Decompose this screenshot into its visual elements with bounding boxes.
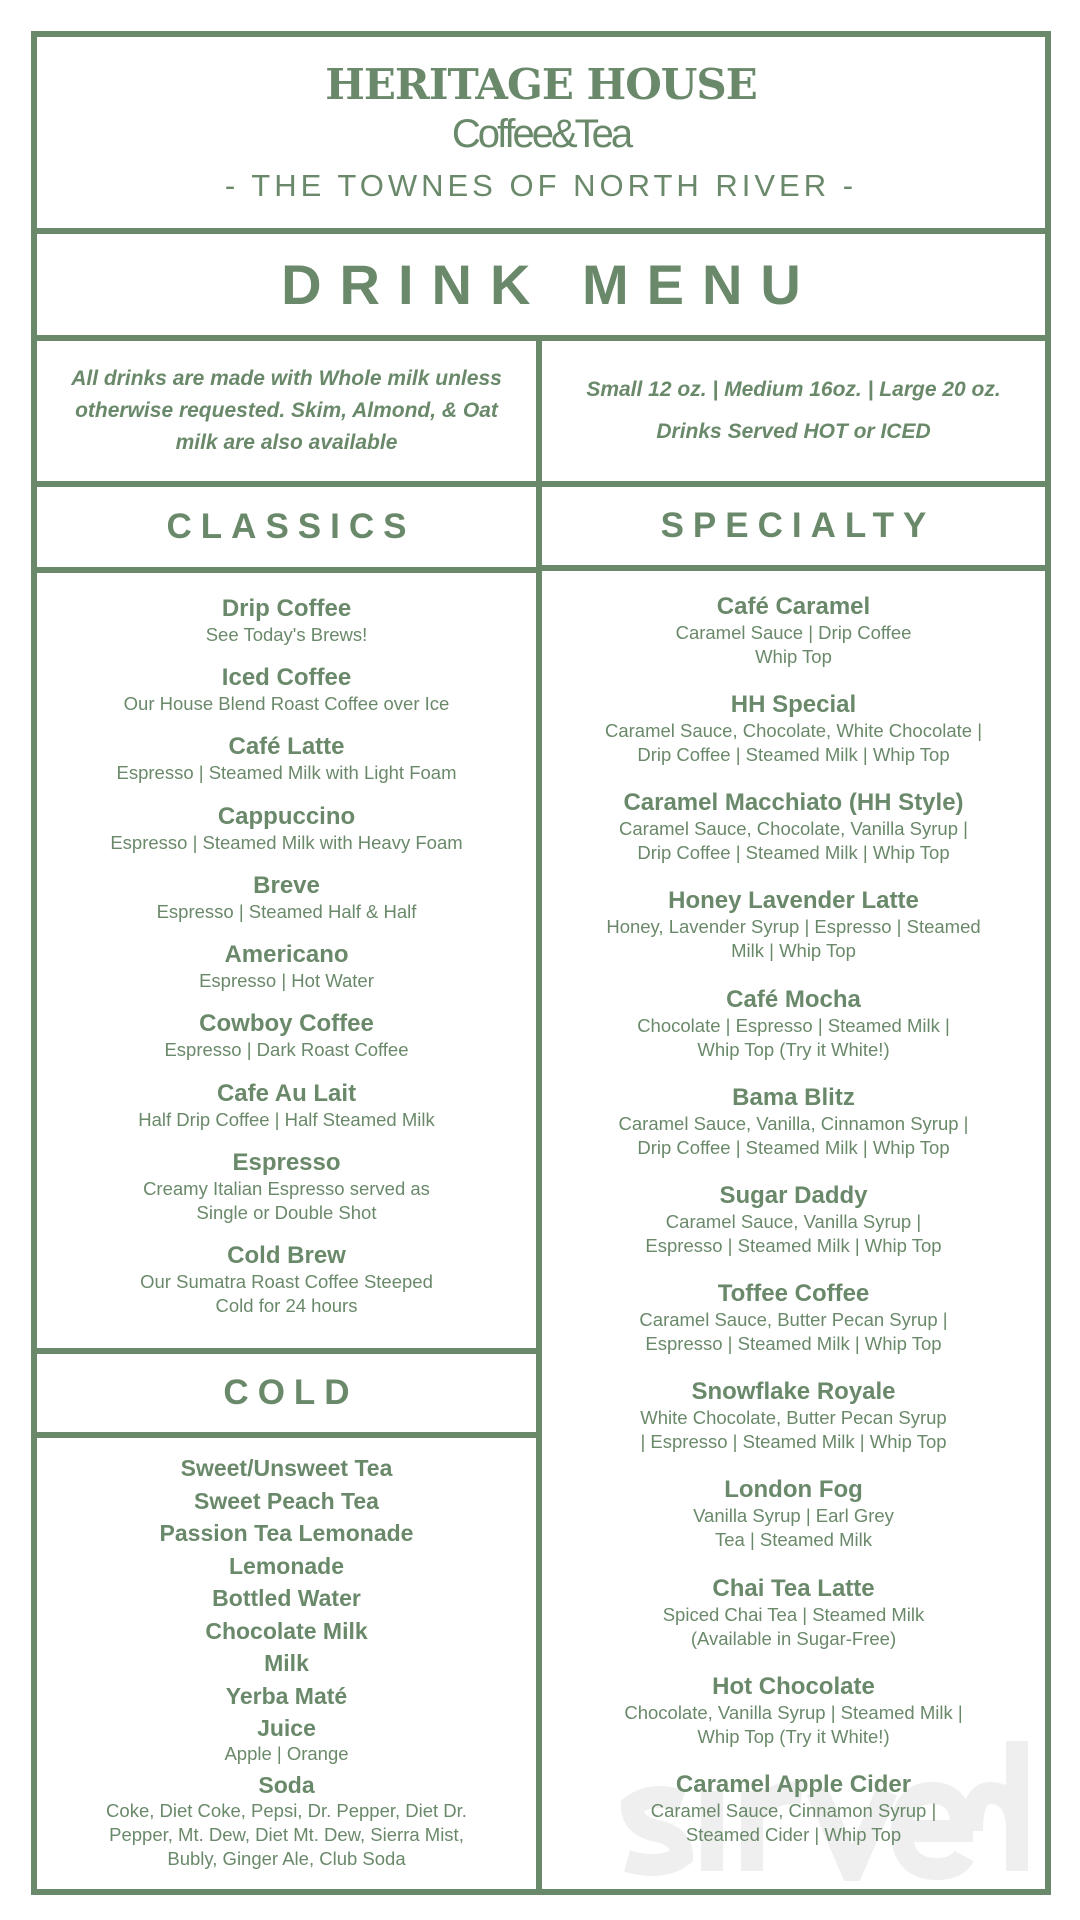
item-name: Bottled Water [212,1585,361,1612]
menu-item [606,887,980,963]
menu-item [212,1584,361,1612]
item-name: Drip Coffee [221,595,352,622]
menu-item [645,1182,941,1258]
menu-item [117,733,457,785]
menu-item [206,595,368,647]
menu-item [640,1378,946,1454]
item-name: Milk [264,1650,309,1677]
menu-item [651,1771,937,1847]
size-info-box [536,335,1051,487]
location: - THE TOWNES OF NORTH RIVER - [224,167,858,203]
menu-item [124,664,450,716]
item-description: See Today's Brews! [205,624,368,645]
item-description: Caramel Sauce, Butter Pecan Syrup | Espresso | Steamed Milk | Whip Top [639,1309,948,1355]
menu-item [264,1649,309,1677]
menu-item [157,872,417,924]
item-name: Sweet/Unsweet Tea [180,1455,393,1481]
item-description: Chocolate | Espresso | Steamed Milk | Whip Top (Try it White!) [637,1014,950,1060]
item-description: Espresso | Steamed Half & Half [156,900,417,922]
size-info: Small 12 oz. | Medium 16oz. | Large 20 oz. [586,378,1001,401]
menu-item [143,1149,430,1225]
item-description: Espresso | Steamed Milk with Light Foam [116,762,457,784]
page-title: DRINK MENU [281,253,819,316]
brand-name: HERITAGE HOUSE [325,59,757,109]
brand-subtitle: Coffee&Tea [451,111,631,156]
menu-item [637,986,950,1062]
item-name: Juice [257,1715,316,1742]
menu-item [693,1476,894,1552]
menu-item [619,1084,969,1160]
milk-info: All drinks are made with Whole milk unless otherwise requested. Skim, Almond, & Oat milk are also available [71,367,502,454]
item-description: Caramel Sauce, Vanilla, Cinnamon Syrup | Drip Coffee | Steamed Milk | Whip Top [618,1112,969,1158]
item-name: Chocolate Milk [205,1617,368,1644]
item-description: Caramel Sauce | Drip Coffee Whip Top [675,622,912,667]
item-description: Caramel Sauce, Cinnamon Syrup | Steamed Cider | Whip Top [650,1799,937,1845]
item-description: Caramel Sauce, Chocolate, White Chocolate | Drip Coffee | Steamed Milk | Whip Top [604,720,983,766]
item-description: Our House Blend Roast Coffee over Ice [123,693,450,715]
cold-list [31,1432,542,1895]
specialty-header [536,481,1051,571]
item-name: Yerba Maté [225,1682,348,1709]
item-name: Lemonade [228,1552,345,1579]
menu-item [194,1487,379,1515]
header-box [31,31,1051,234]
menu-item [619,789,968,865]
menu-item [224,1714,348,1766]
menu-item [639,1280,947,1356]
item-name: Chai Tea Latte [712,1574,875,1602]
menu-item [624,1673,962,1749]
menu-item [106,1771,467,1871]
item-description: Half Drip Coffee | Half Steamed Milk [138,1108,435,1130]
menu-item [605,691,982,767]
item-description: Coke, Diet Coke, Pepsi, Dr. Pepper, Diet Dr. Pepper, Mt. Dew, Diet Mt. Dew, Sierra Mist, Bubly, Ginger Ale, Club Soda [106,1799,467,1869]
item-description: Vanilla Syrup | Earl Grey Tea | Steamed Milk [693,1505,894,1551]
item-name: Hot Chocolate [712,1672,875,1700]
classics-header [31,481,542,573]
item-name: Snowflake Royale [691,1378,896,1406]
menu-item [229,1552,344,1580]
menu-item [140,1242,433,1318]
cold-header [31,1348,542,1438]
item-name: Cold Brew [227,1241,346,1269]
item-description: Chocolate, Vanilla Syrup | Steamed Milk | Whip Top (Try it White!) [624,1701,963,1747]
item-name: Café Caramel [716,593,871,620]
item-description: Caramel Sauce, Vanilla Syrup | Espresso | Steamed Milk | Whip Top [645,1210,942,1256]
item-name: Espresso [232,1148,341,1176]
classics-list [31,567,542,1354]
menu-item [676,593,912,669]
item-name: Toffee Coffee [717,1280,870,1308]
item-name: Café Mocha [726,985,861,1013]
item-name: Cowboy Coffee [199,1010,374,1038]
item-name: Caramel Macchiato (HH Style) [623,789,964,817]
item-description: Honey, Lavender Syrup | Espresso | Steamed Milk | Whip Top [606,916,981,962]
item-name: Honey Lavender Latte [668,887,919,915]
classics-heading: CLASSICS [166,507,416,546]
item-name: Americano [224,941,349,969]
cold-heading: COLD [223,1373,359,1412]
item-description: Espresso | Steamed Milk with Heavy Foam [110,831,463,853]
item-name: London Fog [724,1476,863,1504]
item-name: Cappuccino [217,802,356,830]
menu-item [160,1519,414,1547]
menu-item [226,1682,347,1710]
item-name: Soda [258,1771,315,1798]
item-description: Our Sumatra Roast Coffee Steeped Cold for 24 hours [140,1270,433,1316]
item-name: HH Special [730,691,857,719]
item-name: Bama Blitz [732,1083,855,1111]
item-name: Passion Tea Lemonade [159,1520,414,1547]
item-description: Creamy Italian Espresso served as Single or Double Shot [143,1177,430,1223]
item-description: Caramel Sauce, Chocolate, Vanilla Syrup | Drip Coffee | Steamed Milk | Whip Top [619,818,968,864]
item-name: Sugar Daddy [719,1181,868,1209]
item-description: White Chocolate, Butter Pecan Syrup | Espresso | Steamed Milk | Whip Top [640,1407,947,1453]
menu-item [205,1617,367,1645]
item-description: Apple | Orange [224,1743,349,1765]
item-name: Sweet Peach Tea [194,1487,379,1514]
milk-info-box [31,335,542,487]
item-description: Espresso | Hot Water [199,970,374,992]
menu-item [199,941,374,993]
title-box [31,228,1051,341]
item-name: Iced Coffee [221,664,352,692]
item-name: Cafe Au Lait [216,1079,357,1107]
menu-item [663,1575,925,1651]
item-name: Breve [253,871,320,899]
menu-item [138,1080,434,1132]
item-description: Spiced Chai Tea | Steamed Milk (Available in Sugar-Free) [662,1603,925,1649]
specialty-heading: SPECIALTY [660,506,936,545]
specialty-list [536,565,1051,1895]
item-name: Caramel Apple Cider [675,1770,912,1798]
menu-item [181,1454,393,1482]
menu-item [164,1010,408,1062]
menu-item [110,803,462,855]
item-name: Café Latte [228,733,345,761]
item-description: Espresso | Dark Roast Coffee [164,1039,409,1061]
served-info: Drinks Served HOT or ICED [656,420,931,443]
